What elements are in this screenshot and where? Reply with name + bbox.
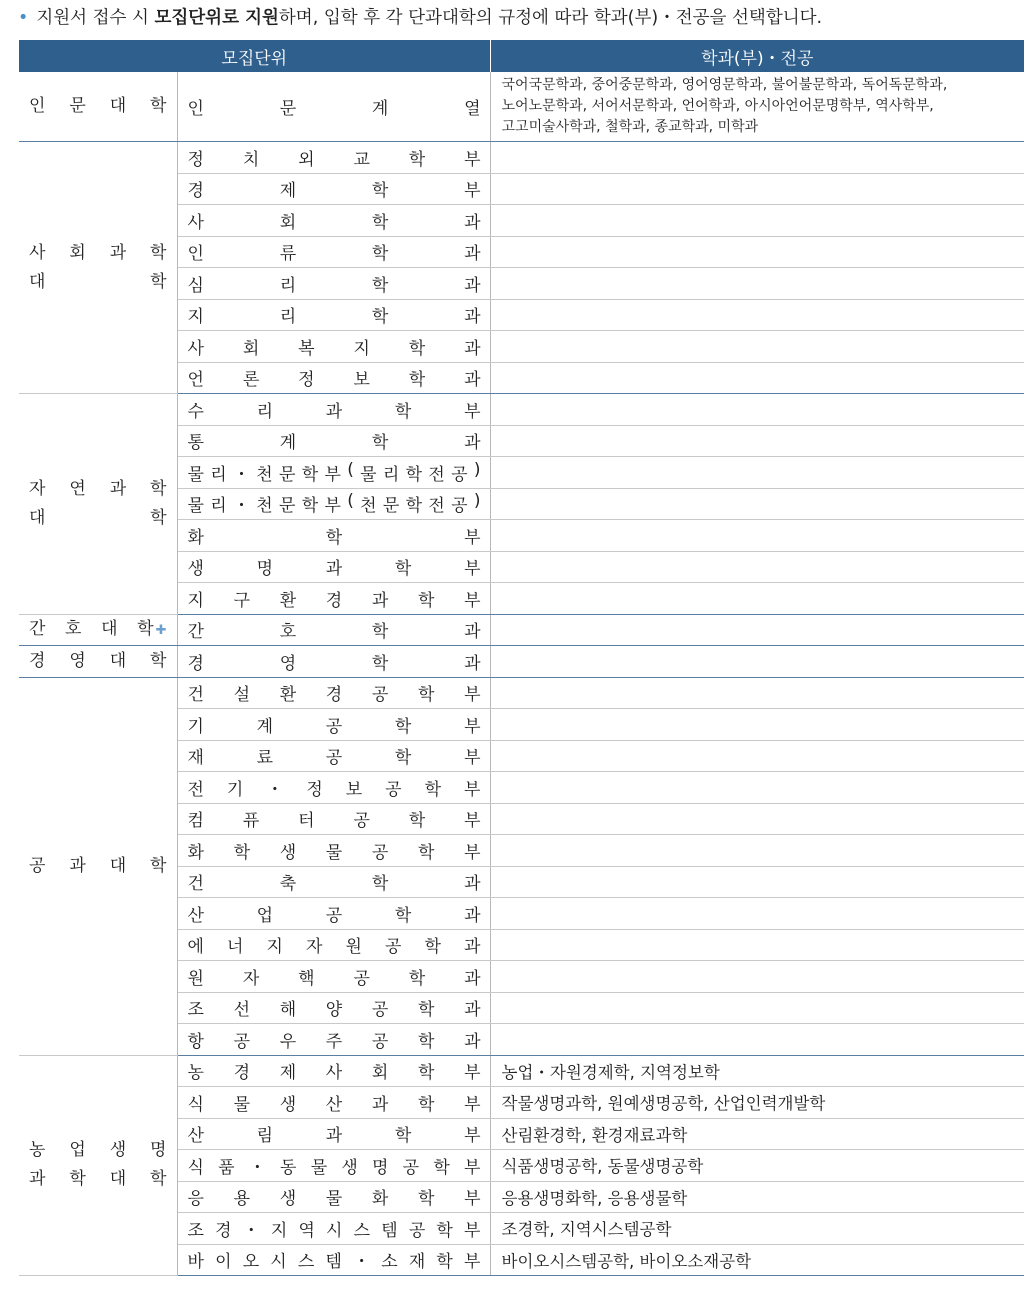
- bullet-icon: •: [18, 8, 29, 28]
- table-row: [19, 72, 1024, 142]
- major-cell: [490, 299, 1024, 331]
- admission-units-table: [19, 40, 1024, 1276]
- unit-cell: [177, 646, 490, 678]
- major-cell: [490, 740, 1024, 772]
- unit-cell: [177, 520, 490, 552]
- unit-cell: [177, 740, 490, 772]
- unit-name: 산 림 과 학 부: [187, 1126, 481, 1147]
- unit-name: 인 류 학 과: [187, 244, 481, 265]
- unit-name: 통 계 학 과: [187, 433, 481, 454]
- college-name-line: 농 업 생 명: [29, 1140, 167, 1161]
- unit-name: 물 리 ・ 천 문 학 부 ( 천 문 학 전 공 ): [187, 491, 481, 517]
- major-cell: [490, 362, 1024, 394]
- college-name-line: 사 회 과 학: [29, 242, 167, 263]
- major-cell: [490, 520, 1024, 552]
- unit-cell: [177, 866, 490, 898]
- major-cell: [490, 803, 1024, 835]
- college-cell: [19, 394, 177, 615]
- college-name-line: 과 학 대 학: [29, 1169, 167, 1190]
- major-cell: [490, 646, 1024, 678]
- unit-cell: [177, 236, 490, 268]
- unit-name: 산 업 공 학 과: [187, 905, 481, 926]
- college-cell: [19, 142, 177, 394]
- unit-name: 건 설 환 경 공 학 부: [187, 685, 481, 706]
- unit-cell: [177, 173, 490, 205]
- major-cell: [490, 205, 1024, 237]
- major-cell: [490, 677, 1024, 709]
- major-cell: [490, 929, 1024, 961]
- unit-cell: [177, 898, 490, 930]
- unit-name: 간 호 학 과: [187, 622, 481, 643]
- major-cell: [490, 331, 1024, 363]
- unit-name: 항 공 우 주 공 학 과: [187, 1031, 481, 1052]
- unit-name: 기 계 공 학 부: [187, 716, 481, 737]
- unit-cell: [177, 992, 490, 1024]
- unit-name: 수 리 과 학 부: [187, 401, 481, 422]
- major-cell: [490, 1024, 1024, 1056]
- major-cell: [490, 488, 1024, 520]
- unit-name: 화 학 생 물 공 학 부: [187, 842, 481, 863]
- unit-name: 조 선 해 양 공 학 과: [187, 1000, 481, 1021]
- unit-cell: [177, 835, 490, 867]
- unit-cell: [177, 331, 490, 363]
- unit-cell: [177, 142, 490, 174]
- college-name-line: 대 학: [29, 271, 167, 292]
- unit-cell: [177, 72, 490, 142]
- table-row: [19, 677, 1024, 709]
- college-cell: [19, 614, 177, 646]
- major-text: 농업・자원경제학, 지역정보학: [501, 1062, 720, 1082]
- college-cell: [19, 646, 177, 678]
- unit-cell: [177, 803, 490, 835]
- major-cell: [490, 961, 1024, 993]
- major-cell: [490, 72, 1024, 142]
- unit-name: 인 문 계 열: [187, 99, 481, 119]
- unit-name: 화 학 부: [187, 527, 481, 548]
- major-cell: [490, 835, 1024, 867]
- major-cell: [490, 709, 1024, 741]
- major-cell: [490, 1150, 1024, 1182]
- major-cell: [490, 772, 1024, 804]
- note-text-bold: 모집단위로 지원: [154, 8, 279, 28]
- college-name-line: 인 문 대 학: [29, 96, 167, 116]
- unit-cell: [177, 1118, 490, 1150]
- unit-cell: [177, 425, 490, 457]
- unit-cell: [177, 362, 490, 394]
- unit-name: 식 품 ・ 동 물 생 명 공 학 부: [187, 1157, 481, 1178]
- major-cell: [490, 173, 1024, 205]
- table-body: [19, 72, 1024, 1276]
- unit-cell: [177, 1150, 490, 1182]
- major-text: 산림환경학, 환경재료과학: [501, 1125, 688, 1145]
- unit-cell: [177, 394, 490, 426]
- major-text: 응용생명화학, 응용생물학: [501, 1188, 688, 1208]
- unit-name: 전 기 ・ 정 보 공 학 부: [187, 779, 481, 800]
- unit-cell: [177, 488, 490, 520]
- unit-name: 원 자 핵 공 학 과: [187, 968, 481, 989]
- unit-cell: [177, 1087, 490, 1119]
- plus-icon: ✚: [155, 622, 167, 638]
- major-cell: [490, 268, 1024, 300]
- unit-cell: [177, 677, 490, 709]
- unit-cell: [177, 551, 490, 583]
- major-text: 바이오시스템공학, 바이오소재공학: [501, 1251, 752, 1271]
- unit-name: 지 구 환 경 과 학 부: [187, 590, 481, 611]
- unit-name: 농 경 제 사 회 학 부: [187, 1063, 481, 1084]
- unit-cell: [177, 929, 490, 961]
- major-cell: [490, 1213, 1024, 1245]
- major-text: 작물생명과학, 원예생명공학, 산업인력개발학: [501, 1094, 826, 1114]
- unit-cell: [177, 709, 490, 741]
- unit-name: 물 리 ・ 천 문 학 부 ( 물 리 학 전 공 ): [187, 459, 481, 485]
- major-cell: [490, 425, 1024, 457]
- college-cell: [19, 1055, 177, 1276]
- major-cell: [490, 1055, 1024, 1087]
- unit-name: 언 론 정 보 학 과: [187, 370, 481, 391]
- unit-name: 에 너 지 자 원 공 학 과: [187, 937, 481, 958]
- unit-name: 사 회 복 지 학 과: [187, 338, 481, 359]
- unit-cell: [177, 1055, 490, 1087]
- major-cell: [490, 583, 1024, 615]
- college-cell: [19, 677, 177, 1055]
- major-cell: [490, 457, 1024, 489]
- table-header-row: [19, 40, 1024, 72]
- major-cell: [490, 1118, 1024, 1150]
- unit-name: 경 제 학 부: [187, 181, 481, 202]
- unit-cell: [177, 1181, 490, 1213]
- college-cell: [19, 72, 177, 142]
- unit-name: 재 료 공 학 부: [187, 748, 481, 769]
- unit-cell: [177, 961, 490, 993]
- unit-cell: [177, 1213, 490, 1245]
- unit-name: 지 리 학 과: [187, 307, 481, 328]
- college-name-line: 자 연 과 학: [29, 478, 167, 499]
- major-cell: [490, 898, 1024, 930]
- header-major: 학과(부)・전공: [490, 40, 1024, 72]
- table-row: [19, 614, 1024, 646]
- intro-note: [18, 4, 822, 32]
- unit-name: 응 용 생 물 화 학 부: [187, 1189, 481, 1210]
- unit-name: 심 리 학 과: [187, 275, 481, 296]
- unit-name: 사 회 학 과: [187, 212, 481, 233]
- unit-cell: [177, 205, 490, 237]
- major-cell: [490, 394, 1024, 426]
- unit-name: 생 명 과 학 부: [187, 559, 481, 580]
- table-row: [19, 646, 1024, 678]
- major-cell: [490, 1181, 1024, 1213]
- major-cell: [490, 1087, 1024, 1119]
- unit-cell: [177, 583, 490, 615]
- major-text: 조경학, 지역시스템공학: [501, 1220, 672, 1240]
- table-row: [19, 142, 1024, 174]
- major-cell: [490, 551, 1024, 583]
- note-text-after: 하며, 입학 후 각 단과대학의 규정에 따라 학과(부)・전공을 선택합니다.: [278, 8, 823, 28]
- unit-name: 컴 퓨 터 공 학 부: [187, 811, 481, 832]
- table-row: [19, 394, 1024, 426]
- major-cell: [490, 866, 1024, 898]
- unit-cell: [177, 268, 490, 300]
- note-text-before: 지원서 접수 시: [36, 8, 155, 28]
- college-name-line: 공 과 대 학: [29, 855, 167, 876]
- college-name-line: 경 영 대 학: [29, 650, 167, 671]
- table-row: [19, 1055, 1024, 1087]
- major-text: 국어국문학과, 중어중문학과, 영어영문학과, 불어불문학과, 독어독문학과, 노어노문학과, 서어서문학과, 언어학과, 아시아언어문명학부, 역사학부, 고고미술사학과, 철학과, 종교학과, 미학과: [501, 77, 948, 135]
- major-cell: [490, 614, 1024, 646]
- unit-cell: [177, 772, 490, 804]
- major-cell: [490, 992, 1024, 1024]
- header-unit: 모집단위: [19, 40, 490, 72]
- college-name-line: 간 호 대 학 ✚: [29, 618, 167, 639]
- unit-name: 식 물 생 산 과 학 부: [187, 1094, 481, 1115]
- major-cell: [490, 1244, 1024, 1276]
- unit-cell: [177, 1244, 490, 1276]
- unit-cell: [177, 457, 490, 489]
- unit-name: 건 축 학 과: [187, 874, 481, 895]
- unit-cell: [177, 1024, 490, 1056]
- unit-name: 정 치 외 교 학 부: [187, 149, 481, 170]
- unit-cell: [177, 614, 490, 646]
- unit-name: 조 경 ・ 지 역 시 스 템 공 학 부: [187, 1220, 481, 1241]
- unit-name: 바 이 오 시 스 템 ・ 소 재 학 부: [187, 1252, 481, 1273]
- unit-name: 경 영 학 과: [187, 653, 481, 674]
- major-text: 식품생명공학, 동물생명공학: [501, 1157, 704, 1177]
- unit-cell: [177, 299, 490, 331]
- major-cell: [490, 236, 1024, 268]
- college-name-line: 대 학: [29, 507, 167, 528]
- major-cell: [490, 142, 1024, 174]
